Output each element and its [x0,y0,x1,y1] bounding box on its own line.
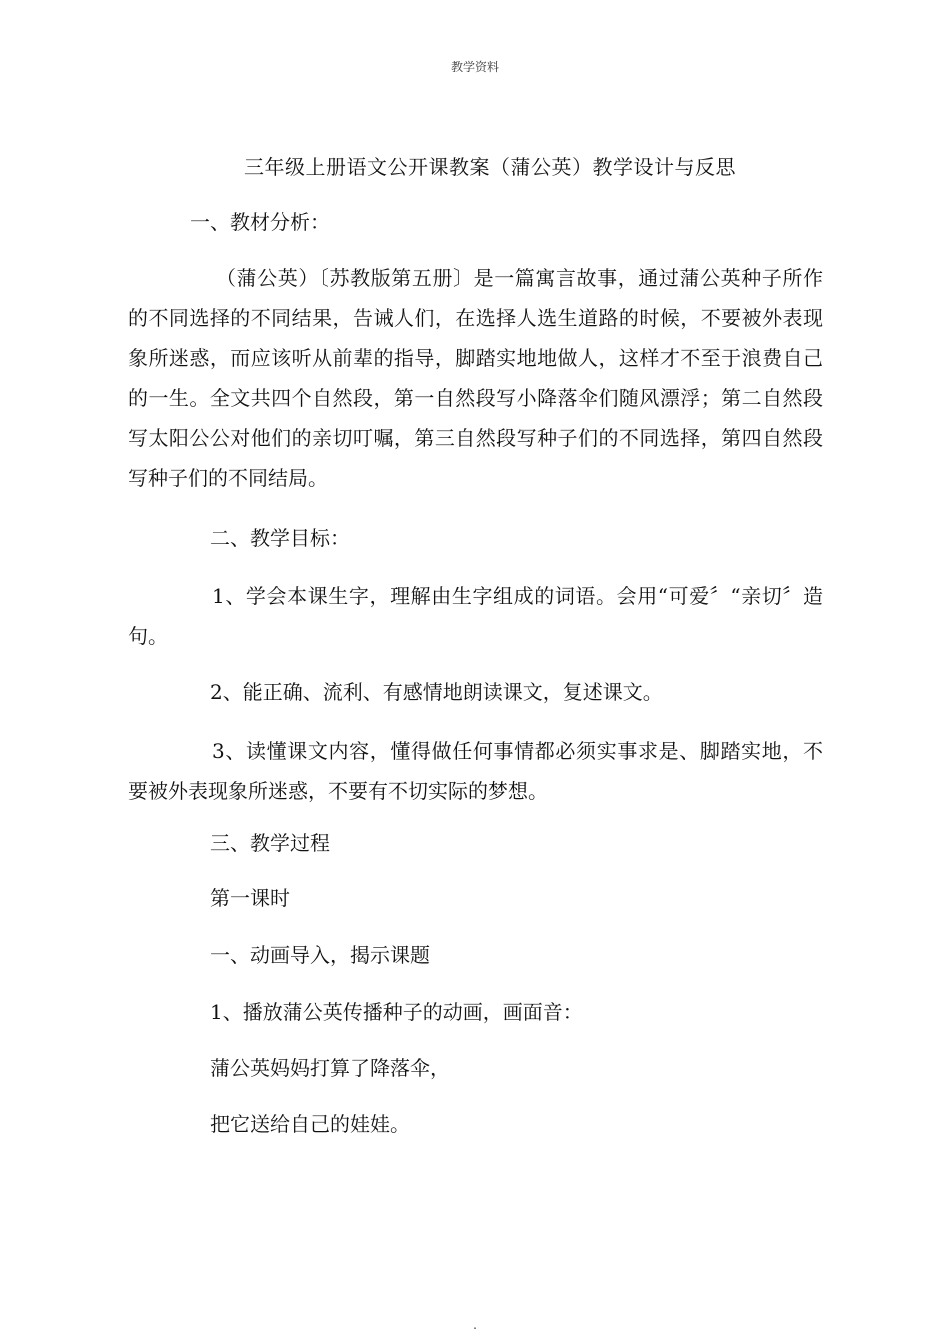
poem-line-2: 把它送给自己的娃娃。 [210,1112,410,1136]
lesson-label: 第一课时 [210,886,290,910]
section-heading-process: 三、教学过程 [210,831,330,855]
step-item-1: 1、播放蒲公英传播种子的动画，画面音： [210,1000,583,1024]
document-title: 三年级上册语文公开课教案（蒲公英）教学设计与反思 [244,155,736,179]
page-header: 教学资料 [450,60,499,74]
poem-line-1: 蒲公英妈妈打算了降落伞， [210,1056,450,1080]
analysis-paragraph: （蒲公英）〔苏教版第五册〕是一篇寓言故事，通过蒲公英种子所作的不同选择的不同结果，告诫人们，在选择人选生道路的时候，不要被外表现象所迷惑，而应该听从前辈的指导，脚踏实地地做人，这样才不至于浪费自己的一生。全文共四个自然段，第一自然段写小降落伞们随风漂浮；第二自然段写太阳公公对他们的亲切叮嘱，第三自然段写种子们的不同选择，第四自然段写种子们的不同结局。 [128,266,823,490]
section-heading-analysis: 一、教材分析： [190,210,330,234]
goal-item-3: 3、读懂课文内容，懂得做任何事情都必须实事求是、脚踏实地，不要被外表现象所迷惑，不要有不切实际的梦想。 [128,739,823,803]
goal-item-1: 1、学会本课生字，理解由生字组成的词语。会用“可爱〞“亲切〞造句。 [128,584,823,648]
step-heading-intro: 一、动画导入，揭示课题 [210,943,430,967]
section-heading-goals: 二、教学目标： [210,526,350,550]
goal-item-2: 2、能正确、流利、有感情地朗读课文，复述课文。 [210,680,663,704]
page-footer: . [473,1318,477,1332]
